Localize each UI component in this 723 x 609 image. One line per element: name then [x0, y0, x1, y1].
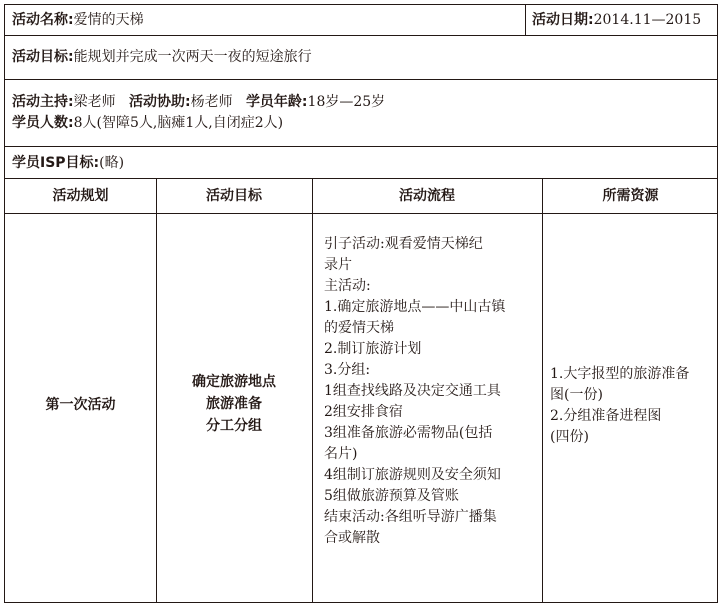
student-count [12, 113, 283, 133]
staff-row [5, 80, 717, 147]
flow-line: 3.分组: [324, 362, 371, 378]
count-value: 8人(智障5人,脑瘫1人,自闭症2人) [73, 115, 284, 131]
header-flow: 活动流程 [399, 188, 455, 204]
resource-line: 1.大字报型的旅游准备 [550, 366, 690, 382]
age-value: 18岁—25岁 [307, 94, 386, 110]
flow-line: 合或解散 [324, 530, 380, 546]
flow-line: 结束活动:各组听导游广播集 [324, 509, 497, 525]
header-plan: 活动规划 [52, 188, 109, 204]
table-header-row [5, 179, 717, 214]
activity-goal-row [5, 36, 717, 80]
resource-line: 2.分组准备进程图 [550, 408, 662, 424]
activity-date [532, 10, 701, 30]
flow-line: 3组准备旅游必需物品(包括 [324, 425, 493, 441]
resources-cell [542, 214, 719, 602]
flow-line: 录片 [324, 257, 352, 273]
table-row [5, 214, 717, 602]
header-goal: 活动目标 [206, 188, 262, 204]
activity-goal [12, 47, 312, 67]
activity-date-label: 活动日期: [532, 12, 594, 28]
flow-line: 2.制订旅游计划 [324, 341, 422, 357]
count-label: 学员人数: [12, 115, 74, 131]
isp-goal [12, 153, 124, 173]
isp-label: 学员ISP目标: [12, 155, 100, 171]
activity-date-value: 2014.11—2015 [593, 12, 702, 28]
host-label: 活动主持: [12, 94, 74, 110]
flow-line: 1.确定旅游地点——中山古镇 [324, 299, 506, 315]
activity-name-value: 爱情的天梯 [73, 12, 144, 28]
host-value: 梁老师 [73, 94, 116, 110]
assist-label: 活动协助: [128, 94, 191, 110]
plan-text: 第一次活动 [45, 397, 116, 413]
flow-line: 1组查找线路及决定交通工具 [324, 383, 501, 399]
resource-line: 图(一份) [550, 387, 603, 403]
flow-line: 的爱情天梯 [324, 320, 394, 336]
isp-row [5, 147, 717, 179]
flow-line: 4组制订旅游规则及安全须知 [324, 467, 501, 483]
flow-line: 2组安排食宿 [324, 404, 403, 420]
date-divider [525, 5, 526, 35]
assist-value: 杨老师 [190, 94, 233, 110]
plan-cell [5, 214, 156, 602]
activity-name-row [5, 5, 717, 36]
flow-line: 名片) [324, 446, 358, 462]
flow-line: 5组做旅游预算及管账 [324, 488, 459, 504]
age-label: 学员年龄: [245, 94, 308, 110]
goal-item: 旅游准备 [206, 396, 262, 412]
activity-plan-table [4, 4, 718, 603]
goal-cell [156, 214, 312, 602]
goal-item: 确定旅游地点 [192, 374, 276, 390]
flow-line: 引子活动:观看爱情天梯纪 [324, 236, 483, 252]
flow-line: 主活动: [324, 278, 371, 294]
header-resources: 所需资源 [602, 188, 659, 204]
staff-line [12, 92, 385, 112]
activity-name [12, 10, 144, 30]
goal-item: 分工分组 [206, 418, 262, 434]
isp-value: (略) [99, 155, 125, 171]
activity-goal-value: 能规划并完成一次两天一夜的短途旅行 [73, 49, 312, 65]
activity-name-label: 活动名称: [12, 12, 74, 28]
activity-goal-label: 活动目标: [12, 49, 74, 65]
resource-line: (四份) [550, 429, 589, 445]
flow-cell [312, 214, 542, 602]
